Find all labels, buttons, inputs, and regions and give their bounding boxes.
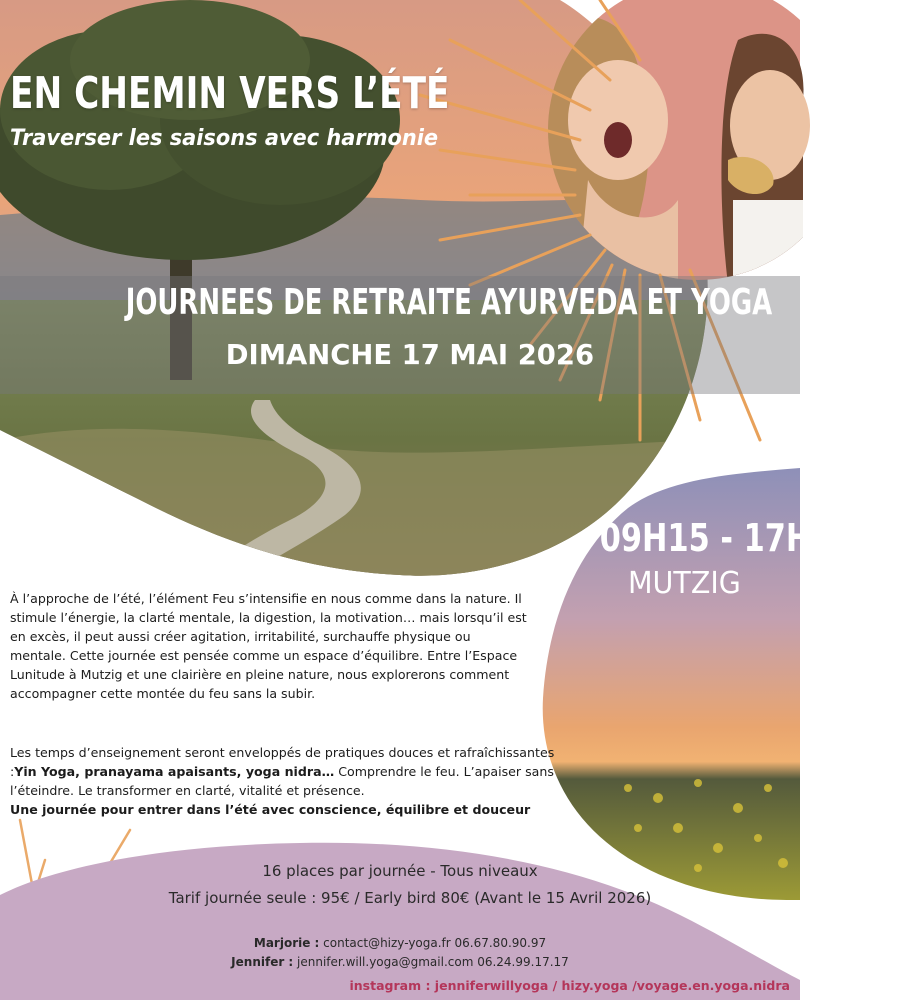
practices-list: Yin Yoga, pranayama apaisants, yoga nidra… <box>14 764 335 779</box>
places-info: 16 places par journée - Tous niveaux <box>262 862 538 880</box>
event-name: JOURNEES DE RETRAITE AYURVEDA ET YOGA <box>125 282 773 323</box>
contact-jennifer: Jennifer : jennifer.will.yoga@gmail.com 06.24.99.17.17 <box>231 955 569 969</box>
practices-intro: Les temps d’enseignement seront enveloppés de pratiques douces et rafraîchissantes : <box>10 745 555 779</box>
event-date: DIMANCHE 17 MAI 2026 <box>225 338 595 371</box>
instagram-handles: instagram : jenniferwillyoga / hizy.yoga /voyage.en.yoga.nidra <box>349 978 790 993</box>
event-hours: 09H15 - 17H45 <box>599 516 854 560</box>
practices-paragraph <box>10 743 570 819</box>
page-title: EN CHEMIN VERS L’ÉTÉ <box>10 68 450 119</box>
closing-statement: Une journée pour entrer dans l’été avec conscience, équilibre et douceur <box>10 802 531 817</box>
event-city: MUTZIG <box>627 566 741 601</box>
tarif-info: Tarif journée seule : 95€ / Early bird 80€ (Avant le 15 Avril 2026) <box>168 889 652 907</box>
description-paragraph <box>10 589 530 703</box>
description-text: À l’approche de l’été, l’élément Feu s’intensifie en nous comme dans la nature. Il stimule l’énergie, la clarté mentale, la digestion, la motivation… mais lorsqu’il est en excès, il peut aussi créer agitation, irritabilité, surchauffe physique ou mentale. Cette journée est pensée comme un espace d’équilibre. Entre l’Espace Lunitude à Mutzig et une clairière en pleine nature, nous explorerons comment accompagner cette montée du feu sans la subir. <box>10 591 527 701</box>
practices-rest: Comprendre le feu. L’apaiser sans l’éteindre. Le transformer en clarté, vitalité et présence. <box>10 764 554 798</box>
info-background <box>0 835 800 1000</box>
page-subtitle: Traverser les saisons avec harmonie <box>10 126 439 151</box>
contact-marjorie: Marjorie : contact@hizy-yoga.fr 06.67.80.90.97 <box>253 936 547 950</box>
